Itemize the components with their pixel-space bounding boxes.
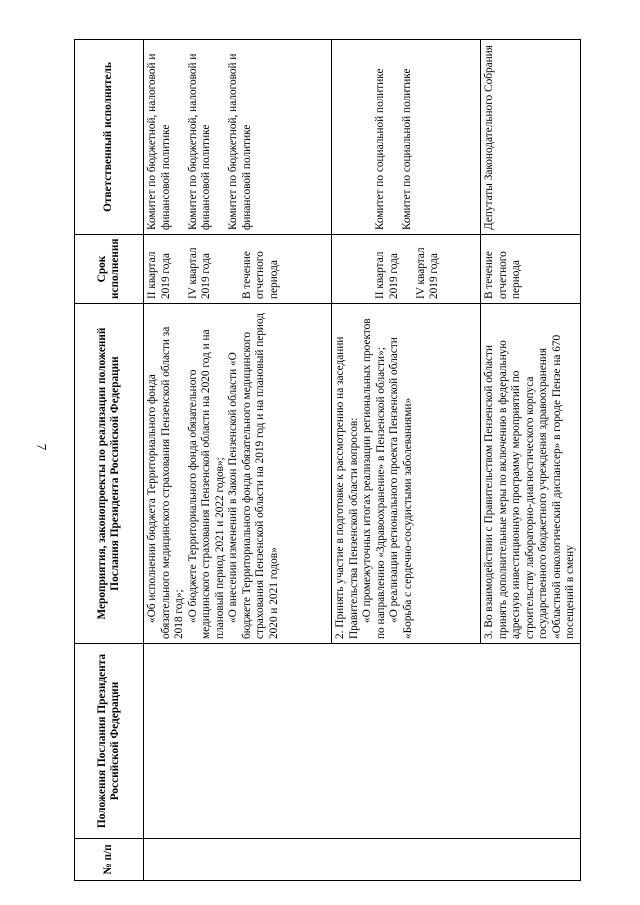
- measure-item: «О промежуточных итогах реализации региональных проектов по направлению «Здравоохранение» в Пензенской области»;: [361, 318, 387, 639]
- executor-item: Комитет по бюджетной, налоговой и финансовой политике: [227, 53, 253, 230]
- rotated-table-container: [74, 40, 596, 881]
- deadline-item: В течение отчетного периода: [240, 251, 280, 299]
- executor-item: Комитет по бюджетной, налоговой и финансовой политике: [186, 53, 212, 230]
- measures-table: [74, 39, 581, 881]
- table-header-row: [75, 40, 144, 881]
- table-row: [144, 40, 332, 881]
- page-number: 7: [34, 443, 49, 451]
- measure-intro: 2. Принять участие в подготовке к рассмотрению на заседании Правительства Пензенской области вопросов:: [334, 336, 360, 639]
- cell-deadline: [144, 235, 332, 304]
- deadline-item: В течение отчетного периода: [483, 251, 522, 299]
- cell-executor: [144, 40, 332, 235]
- executor-item: Комитет по бюджетной, налоговой и финансовой политике: [146, 53, 172, 230]
- cell-measures: [144, 304, 332, 644]
- cell-measures: [332, 304, 481, 644]
- cell-deadline: [481, 235, 581, 304]
- measure-item: «О бюджете Территориального фонда обязательного медицинского страхования Пензенской области на 2020 год и на плановый период 2021 и 2022 годов»;: [186, 329, 226, 639]
- header-executor: Ответственный исполнитель: [75, 40, 144, 235]
- executor-item: Комитет по социальной политике: [374, 68, 386, 230]
- executor-item: Комитет по социальной политике: [401, 68, 413, 230]
- cell-deadline: [332, 235, 481, 304]
- executor-item: Депутаты Законодательного Собрания: [483, 45, 495, 230]
- cell-measures: [481, 304, 581, 644]
- cell-provisions: [144, 644, 581, 839]
- header-provisions: Положения Послания Президента Российской Федерации: [75, 644, 144, 839]
- deadline-item: IV квартал 2019 года: [186, 247, 212, 299]
- measure-item: «Об исполнении бюджета Территориального фонда обязательного медицинского страхования Пензенской области за 2018 год»;: [146, 326, 185, 639]
- measure-item: 3. Во взаимодействии с Правительством Пензенской области принять дополнительные меры по включению в федеральную адресную инвестиционную программу мероприятий по строительству лабораторно-диагностического корпуса государственного бюджетного учреждения здравоохранения «Областной онкологический диспансер» в городе Пензе на 670 посещений в смену: [483, 334, 576, 639]
- deadline-item: IV квартал 2019 года: [414, 247, 440, 299]
- header-measures: Мероприятия, законопроекты по реализации положений Послания Президента Российской Федерации: [75, 304, 144, 644]
- deadline-item: II квартал 2019 года: [146, 251, 172, 299]
- cell-num: [144, 839, 581, 881]
- measure-item: «О реализации регионального проекта Пензенской области «Борьба с сердечно-сосудистыми заболеваниями»: [388, 337, 414, 639]
- deadline-item: II квартал 2019 года: [374, 251, 400, 299]
- header-deadline: Срок исполнения: [75, 235, 144, 304]
- cell-executor: [332, 40, 481, 235]
- measure-item: «О внесении изменений в Закон Пензенской области «О бюджете Территориального фонда обязательного медицинского страхования Пензенской области на 2019 год и на плановый период 2020 и 2021 годов»: [227, 312, 280, 639]
- cell-executor: [481, 40, 581, 235]
- header-num: № п/п: [75, 839, 144, 881]
